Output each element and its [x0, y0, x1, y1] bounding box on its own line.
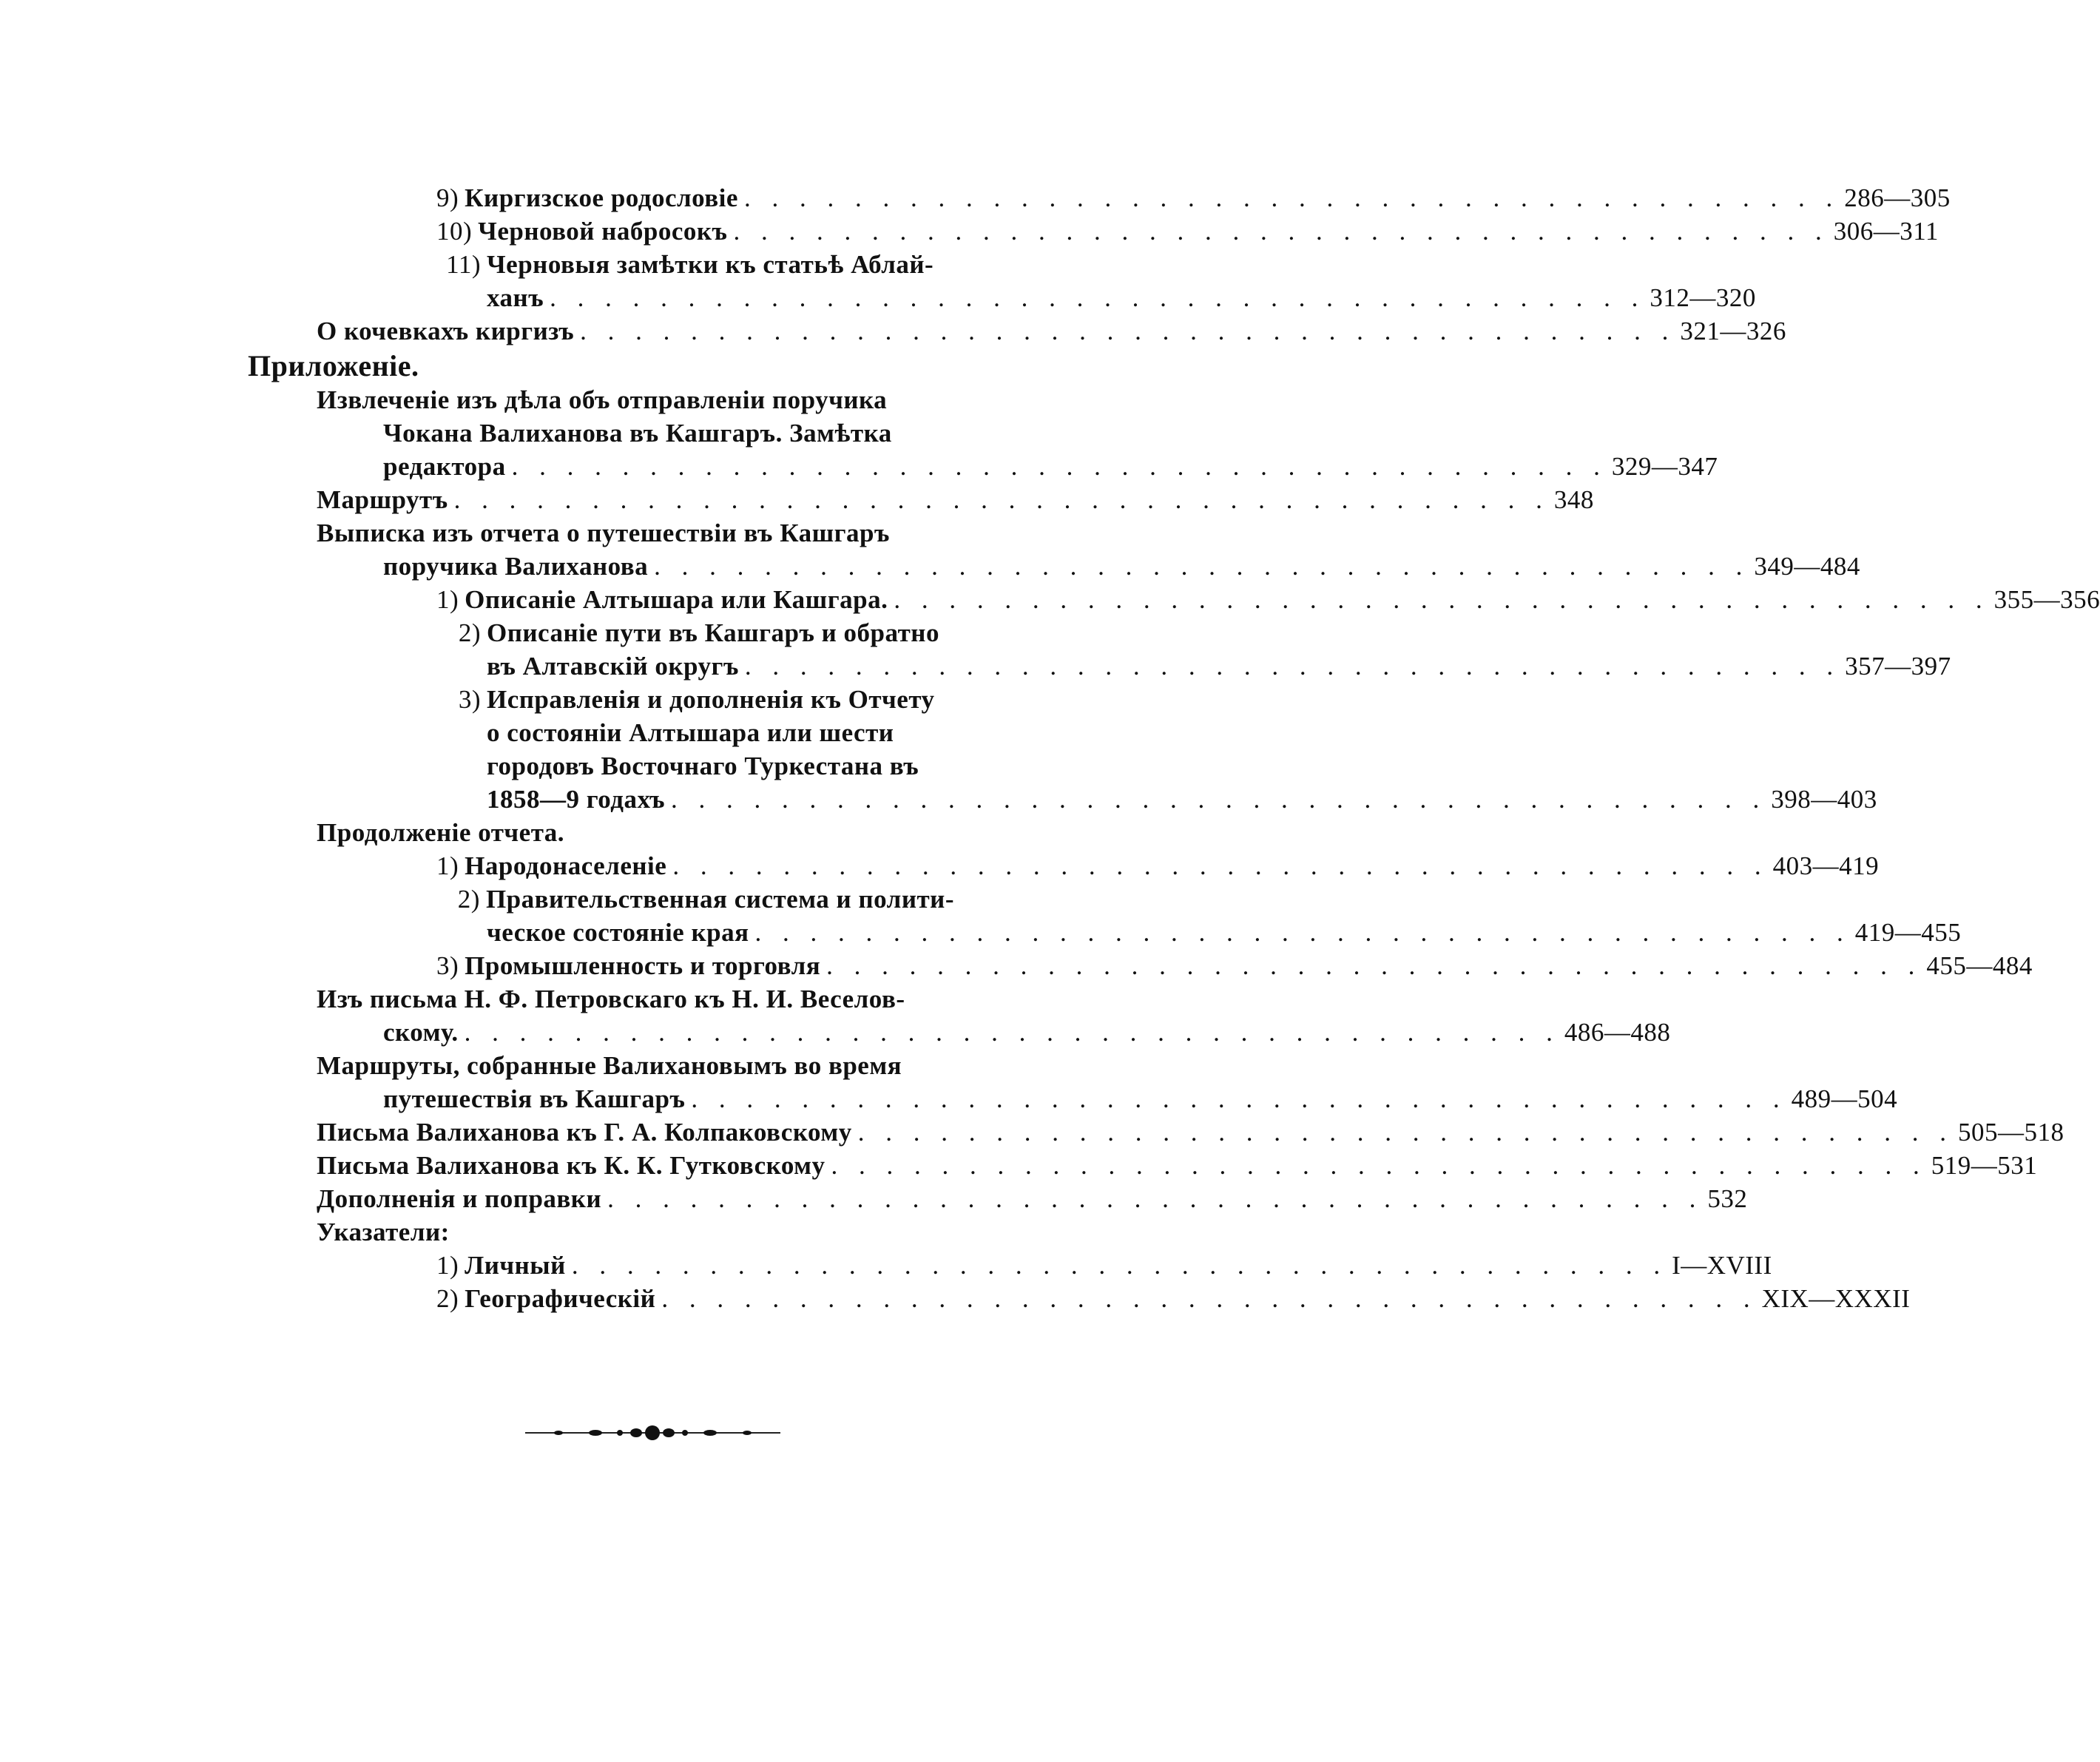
entry-title: Описаніе Алтышара или Кашгара.: [465, 585, 888, 614]
entry-title: О кочевкахъ киргизъ: [317, 317, 575, 345]
page-range: 349—484: [1754, 552, 1860, 581]
page-range: I—XVIII: [1672, 1251, 1772, 1280]
page-range: 532: [1707, 1184, 1748, 1213]
entry-number: 1): [436, 585, 459, 614]
entry-title: Письма Валиханова къ Г. А. Колпаковскому: [317, 1118, 852, 1147]
toc-entry: [317, 314, 1786, 348]
entry-title: Личный: [465, 1251, 566, 1280]
dot-leader: . . . . . . . . . . . . . . . . . . . . . . . . . . . . . . . . . . . . . . . .: [743, 183, 1840, 212]
toc-entry-continuation: [383, 1082, 1898, 1115]
toc-entry: [436, 683, 954, 716]
dot-leader: . . . . . . . . . . . . . . . . . . . . . . . . . . . . . . . . . . . . . . . .: [607, 1184, 1704, 1213]
entry-title: Дополненія и поправки: [317, 1184, 602, 1213]
page-range: 306—311: [1833, 217, 1939, 246]
dot-leader: . . . . . . . . . . . . . . . . . . . . . . . . . . . . . . . . . . . . . . . .: [550, 283, 1646, 312]
toc-entry: [317, 982, 938, 1016]
entry-title-line: Правительственная система и полити-: [485, 885, 954, 914]
entry-title-line: Выписка изъ отчета о путешествіи въ Кашгаръ: [317, 519, 890, 547]
toc-entry: [317, 1149, 2038, 1182]
entry-title-line: редактора: [383, 452, 506, 481]
page-range: 398—403: [1771, 785, 1877, 814]
page-range: 355—356: [1993, 585, 2100, 614]
entry-title-line: ческое состояніе края: [487, 918, 749, 947]
dot-leader: . . . . . . . . . . . . . . . . . . . . . . . . . . . . . . . . . . . . . . . .: [691, 1084, 1787, 1113]
page-range: 312—320: [1650, 283, 1756, 312]
toc-entry: [317, 1115, 2064, 1149]
toc-entry-continuation: [487, 783, 1877, 816]
dot-leader: . . . . . . . . . . . . . . . . . . . . . . . . . . . . . . . . . . . . . . . .: [571, 1251, 1668, 1280]
entry-title-line: Исправленія и дополненія къ Отчету: [487, 685, 935, 714]
toc-entry: [436, 849, 1880, 882]
entry-title: Черновыя замѣтки къ статьѣ Аблай-: [487, 250, 934, 279]
entry-title: Маршрутъ: [317, 485, 448, 514]
dot-leader: . . . . . . . . . . . . . . . . . . . . . . . . . . . . . . . . . . . . . . . .: [857, 1118, 1954, 1147]
toc-entry: [436, 181, 1951, 215]
entry-title: Указатели:: [317, 1218, 450, 1246]
toc-entry: [436, 1282, 1911, 1315]
page-range: 348: [1553, 485, 1594, 514]
page-range: 286—305: [1844, 183, 1951, 212]
toc-entry: [436, 616, 954, 649]
entry-title: Письма Валиханова къ К. К. Гутковскому: [317, 1151, 826, 1180]
entry-title-line: Описаніе пути въ Кашгаръ и обратно: [487, 618, 939, 647]
page-range: 329—347: [1611, 452, 1718, 481]
appendix-heading: [248, 349, 692, 382]
entry-title-continuation: ханъ: [487, 283, 544, 312]
dot-leader: . . . . . . . . . . . . . . . . . . . . . . . . . . . . . . . . . . . . . . . .: [453, 485, 1550, 514]
entry-number: 2): [436, 1284, 459, 1313]
entry-title: Промышленность и торговля: [465, 951, 821, 980]
toc-entry-continuation: [487, 749, 960, 783]
entry-title-line: Извлеченіе изъ дѣла объ отправленіи поручика: [317, 385, 888, 414]
page-range: 403—419: [1772, 851, 1880, 880]
page-range: 321—326: [1680, 317, 1786, 345]
entry-number: 2): [458, 618, 481, 647]
toc-entry: [317, 516, 934, 550]
entry-number: 3): [458, 685, 481, 714]
toc-entry-continuation: [487, 649, 1951, 683]
toc-entry: [317, 383, 934, 416]
entry-number: 10): [436, 217, 473, 246]
entry-title: Географическій: [465, 1284, 656, 1313]
dot-leader: . . . . . . . . . . . . . . . . . . . . . . . . . . . . . . . . . . . . . . . .: [826, 951, 1922, 980]
toc-entry: [436, 1249, 1772, 1282]
dot-leader: . . . . . . . . . . . . . . . . . . . . . . . . . . . . . . . . . . . . . . . .: [831, 1151, 1927, 1180]
toc-entry: [436, 949, 2033, 982]
entry-title-line: о состояніи Алтышара или шести: [487, 718, 894, 747]
toc-entry-continuation: [383, 416, 934, 450]
dot-leader: . . . . . . . . . . . . . . . . . . . . . . . . . . . . . . . . . . . . . . . .: [511, 452, 1607, 481]
toc-entry-continuation: [487, 916, 1962, 949]
toc-entry: [317, 483, 1594, 516]
dot-leader: . . . . . . . . . . . . . . . . . . . . . . . . . . . . . . . . . . . . . . . .: [754, 918, 1851, 947]
dot-leader: . . . . . . . . . . . . . . . . . . . . . . . . . . . . . . . . . . . . . . . .: [744, 652, 1841, 681]
toc-entry: [436, 215, 1939, 248]
entry-title-line: городовъ Восточнаго Туркестана въ: [487, 752, 919, 780]
page-range: 419—455: [1854, 918, 1962, 947]
entry-number: 1): [436, 1251, 459, 1280]
toc-entry-continuation: [487, 716, 960, 749]
entry-title-line: Изъ письма Н. Ф. Петровскаго къ Н. И. Веселов-: [317, 985, 905, 1013]
dot-leader: . . . . . . . . . . . . . . . . . . . . . . . . . . . . . . . . . . . . . . . .: [654, 552, 1750, 581]
entry-title: Черновой набросокъ: [478, 217, 728, 246]
page-range: XIX—XXXII: [1761, 1284, 1911, 1313]
toc-entry: [436, 583, 2100, 616]
toc-entry-continuation: [383, 450, 1718, 483]
entry-number: 3): [436, 951, 459, 980]
dot-leader: . . . . . . . . . . . . . . . . . . . . . . . . . . . . . . . . . . . . . . . .: [464, 1018, 1560, 1047]
entry-number: 11): [446, 250, 481, 279]
toc-entry-continuation: [383, 1016, 1671, 1049]
entry-title-line: въ Алтавскій округъ: [487, 652, 739, 681]
page-range: 519—531: [1931, 1151, 2038, 1180]
page-range: 357—397: [1845, 652, 1951, 681]
dot-leader: . . . . . . . . . . . . . . . . . . . . . . . . . . . . . . . . . . . . . . . .: [580, 317, 1676, 345]
dot-leader: . . . . . . . . . . . . . . . . . . . . . . . . . . . . . . . . . . . . . . . .: [671, 785, 1767, 814]
toc-entry: [317, 1215, 760, 1249]
entry-title-line: Чокана Валиханова въ Кашгаръ. Замѣтка: [383, 419, 892, 448]
entry-number: 1): [436, 851, 459, 880]
entry-title: Продолженіе отчета.: [317, 818, 565, 847]
toc-entry-continuation: [487, 281, 1756, 314]
dot-leader: . . . . . . . . . . . . . . . . . . . . . . . . . . . . . . . . . . . . . . . .: [894, 585, 1990, 614]
entry-title: Киргизское родословіе: [465, 183, 738, 212]
page-range: 455—484: [1926, 951, 2033, 980]
dot-leader: . . . . . . . . . . . . . . . . . . . . . . . . . . . . . . . . . . . . . . . .: [661, 1284, 1758, 1313]
toc-entry: [436, 248, 1047, 281]
entry-title-line: Маршруты, собранные Валихановымъ во время: [317, 1051, 902, 1080]
dot-leader: . . . . . . . . . . . . . . . . . . . . . . . . . . . . . . . . . . . . . . . .: [672, 851, 1769, 880]
toc-entry: [317, 1182, 1748, 1215]
toc-entry-continuation: [383, 550, 1860, 583]
dot-leader: . . . . . . . . . . . . . . . . . . . . . . . . . . . . . . . . . . . . . . . .: [733, 217, 1829, 246]
entry-title-line: путешествія въ Кашгаръ: [383, 1084, 686, 1113]
entry-title: Народонаселеніе: [465, 851, 667, 880]
page-range: 489—504: [1791, 1084, 1898, 1113]
toc-entry: [317, 816, 908, 849]
ornament-divider-icon: [525, 1424, 780, 1442]
entry-number: 9): [436, 183, 459, 212]
toc-entry: [436, 882, 954, 916]
appendix-title: Приложеніе.: [248, 349, 419, 382]
page-range: 486—488: [1564, 1018, 1671, 1047]
page-range: 505—518: [1957, 1118, 2064, 1147]
entry-title-line: поручика Валиханова: [383, 552, 649, 581]
entry-title-line: скому.: [383, 1018, 459, 1047]
entry-number: 2): [457, 885, 480, 914]
entry-title-line: 1858—9 годахъ: [487, 785, 666, 814]
toc-entry: [317, 1049, 938, 1082]
